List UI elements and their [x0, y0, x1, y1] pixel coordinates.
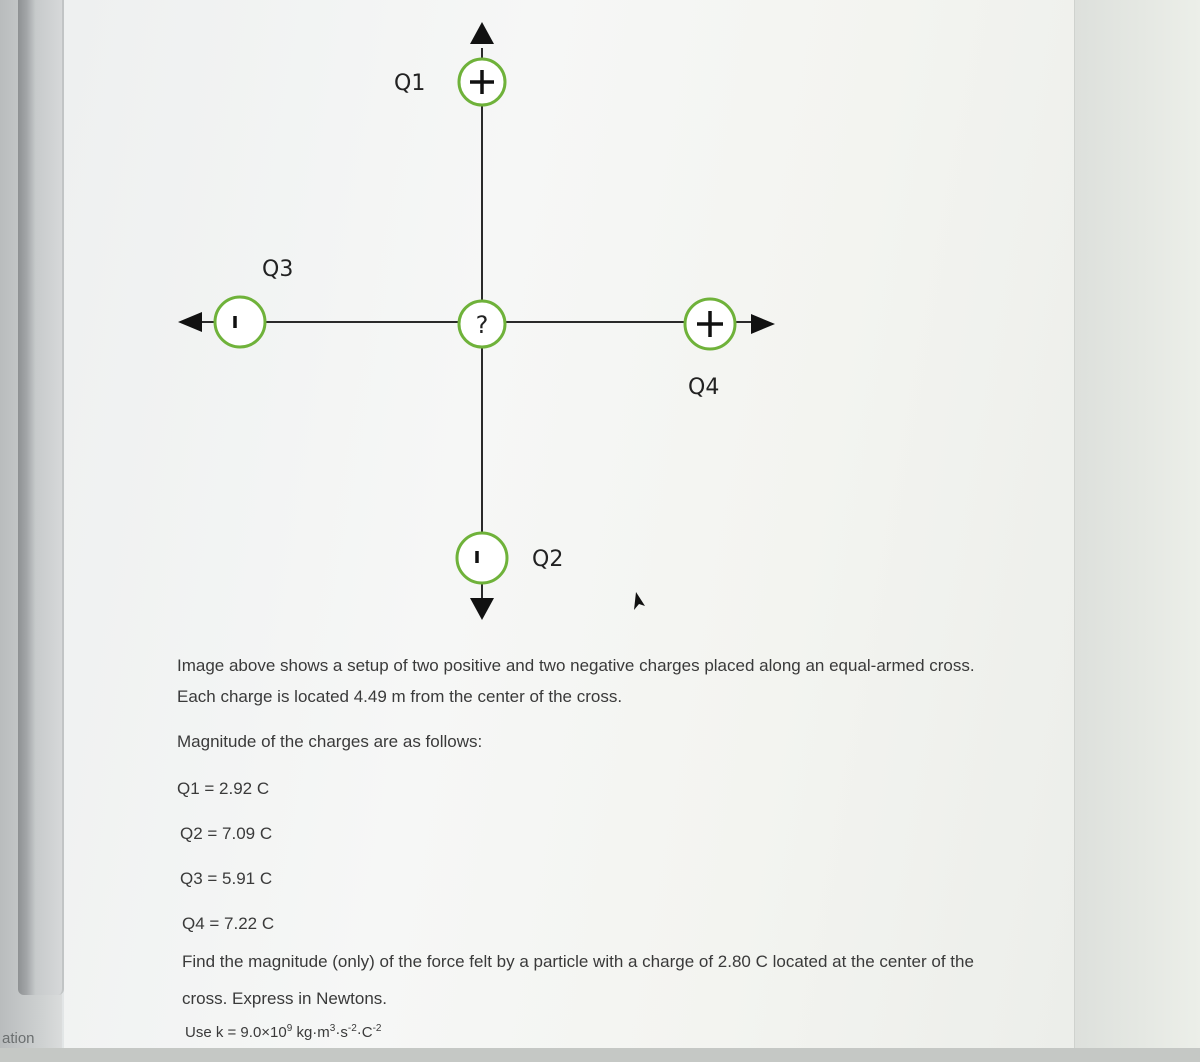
k-units-a: kg·m — [292, 1024, 330, 1041]
q2-label: Q2 — [532, 547, 564, 572]
arrow-up-icon — [470, 22, 494, 44]
q3-value: Q3 = 5.91 C — [180, 869, 273, 888]
sidebar-label: ation — [2, 1030, 35, 1047]
question-text: Find the magnitude (only) of the force felt by a particle with a charge of 2.80 C located at the center of the cross. Express in Newtons. — [182, 952, 974, 1008]
k-units-b-exp: -2 — [347, 1023, 357, 1034]
mouse-cursor-icon — [634, 592, 645, 610]
q1-label: Q1 — [394, 71, 426, 96]
k-units-c: ·C — [356, 1024, 373, 1041]
bottom-edge — [0, 1048, 1200, 1062]
problem-intro: Image above shows a setup of two positive and two negative charges placed along an equal-armed cross. Each charge is located 4.49 m from the center of the cross. — [177, 656, 975, 706]
center-question-mark: ? — [475, 311, 489, 339]
k-units-b: ·s — [335, 1024, 348, 1041]
q4-value: Q4 = 7.22 C — [182, 914, 275, 933]
charge-q2 — [457, 533, 563, 583]
arrow-down-icon — [470, 598, 494, 620]
arrow-left-icon — [178, 312, 202, 332]
k-exp: 9 — [286, 1023, 293, 1034]
center-point — [459, 301, 505, 347]
charge-q1 — [394, 59, 505, 105]
q3-label: Q3 — [262, 257, 294, 282]
k-prefix: Use k = 9.0×10 — [185, 1024, 287, 1041]
constant-k — [185, 1023, 382, 1043]
charge-q3 — [215, 257, 293, 347]
q2-value: Q2 = 7.09 C — [180, 824, 273, 843]
charge-q4 — [685, 299, 735, 400]
k-units-c-exp: -2 — [372, 1023, 382, 1034]
magnitudes-heading: Magnitude of the charges are as follows: — [177, 732, 483, 751]
q1-value: Q1 = 2.92 C — [177, 779, 270, 798]
arrow-right-icon — [751, 314, 775, 334]
q4-label: Q4 — [688, 375, 720, 400]
k-units-a-exp: 3 — [329, 1023, 336, 1034]
